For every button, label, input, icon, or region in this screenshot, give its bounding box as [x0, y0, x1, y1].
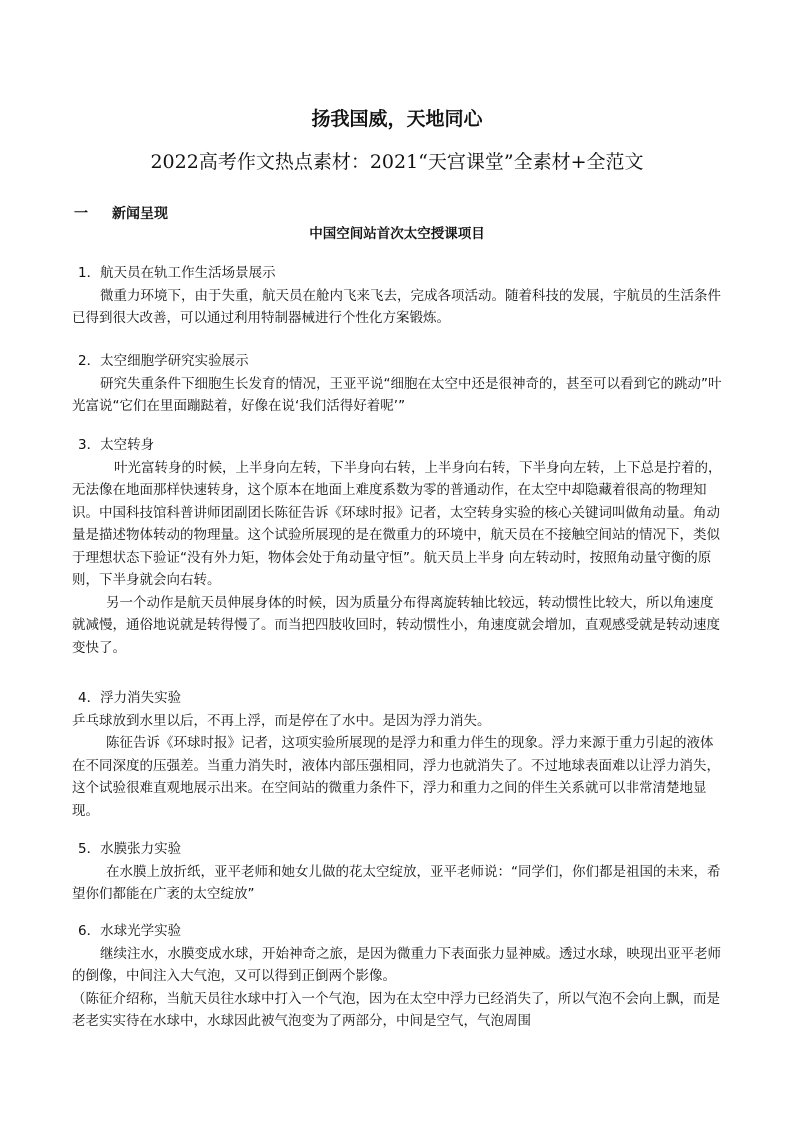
item-4: [72, 687, 724, 822]
item-heading: 5．水膜张力实验: [78, 841, 182, 857]
item-paragraph: 在水膜上放折纸，亚平老师和她女儿做的花太空绽放，亚平老师说：“同学们，你们都是祖国的未来，希望你们都能在广袤的太空绽放”: [72, 863, 721, 902]
item-6: [72, 920, 724, 1033]
item-paragraph: 陈征告诉《环球时报》记者，这项实验所展现的是浮力和重力伴生的现象。浮力来源于重力引起的液体在不同深度的压强差。当重力消失时，液体内部压强相同，浮力也就消失了。不过地球表面难以让浮力消失，这个试验很难直观地展示出来。在空间站的微重力条件下，浮力和重力之间的伴生关系就可以非常清楚地显现。: [72, 735, 720, 819]
item-paragraph: （陈征介绍称，当航天员往水球中打入一个气泡，因为在太空中浮力已经消失了，所以气泡不会向上飘，而是老老实实待在水球中，水球因此被气泡变为了两部分，中间是空气，气泡周围: [72, 990, 720, 1029]
document-subtitle: 2022高考作文热点素材：2021“天宫课堂”全素材+全范文: [150, 151, 644, 173]
item-heading: 3．太空转身: [78, 437, 155, 453]
item-paragraph: 另一个动作是航天员伸展身体的时候，因为质量分布得离旋转轴比较远，转动惯性比较大，所以角速度就减慢，通俗地说就是转得慢了。而当把四肢收回时，转动惯性小，角速度就会增加，直观感受就是转动速度变快了。: [72, 594, 720, 656]
item-heading: 2．太空细胞学研究实验展示: [78, 353, 249, 369]
section-heading: [74, 203, 168, 223]
item-paragraph: 微重力环境下，由于失重，航天员在舱内飞来飞去，完成各项活动。随着科技的发展，宇航员的生活条件已得到很大改善，可以通过利用特制器械进行个性化方案锻炼。: [72, 287, 721, 326]
item-3: [72, 434, 724, 659]
news-title: 中国空间站首次太空授课项目: [309, 226, 485, 242]
item-heading: 1．航天员在轨工作生活场景展示: [78, 265, 276, 281]
item-2: [72, 350, 724, 418]
item-paragraph: 继续注水，水膜变成水球，开始神奇之旅，是因为微重力下表面张力显神威。透过水球，映现出亚平老师的倒像，中间注入大气泡，又可以得到正倒两个影像。: [72, 945, 721, 984]
item-heading: 4．浮力消失实验: [78, 690, 182, 706]
document-title: 扬我国威，天地同心: [311, 108, 483, 130]
item-paragraph: 乒乓球放到水里以后，不再上浮，而是停在了水中。是因为浮力消失。: [72, 712, 491, 729]
item-paragraph: 叶光富转身的时候，上半身向左转，下半身向右转，上半身向右转，下半身向左转，上下总是拧着的，无法像在地面那样快速转身，这个原本在地面上难度系数为零的普通动作，在太空中却隐藏着很高的物理知识。中国科技馆科普讲师团副团长陈征告诉《环球时报》记者，太空转身实验的核心关键词叫做角动量。角动量是描述物体转动的物理量。这个试验所展现的是在微重力的环境中，航天员在不接触空间站的情况下，类似于理想状态下验证“没有外力矩，物体会处于角动量守恒”。航天员上半身 向左转动时，按照角动量守衡的原则，下半身就会向右转。: [72, 459, 722, 588]
section-number: 一: [74, 206, 88, 222]
item-5: [72, 838, 724, 906]
item-1: [72, 262, 724, 330]
item-heading: 6．水球光学实验: [78, 923, 182, 939]
item-paragraph: 研究失重条件下细胞生长发育的情况，王亚平说“细胞在太空中还是很神奇的，甚至可以看到它的跳动”叶光富说“它们在里面蹦跶着，好像在说‘我们活得好着呢’”: [72, 375, 722, 414]
section-title: 新闻呈现: [112, 206, 168, 222]
